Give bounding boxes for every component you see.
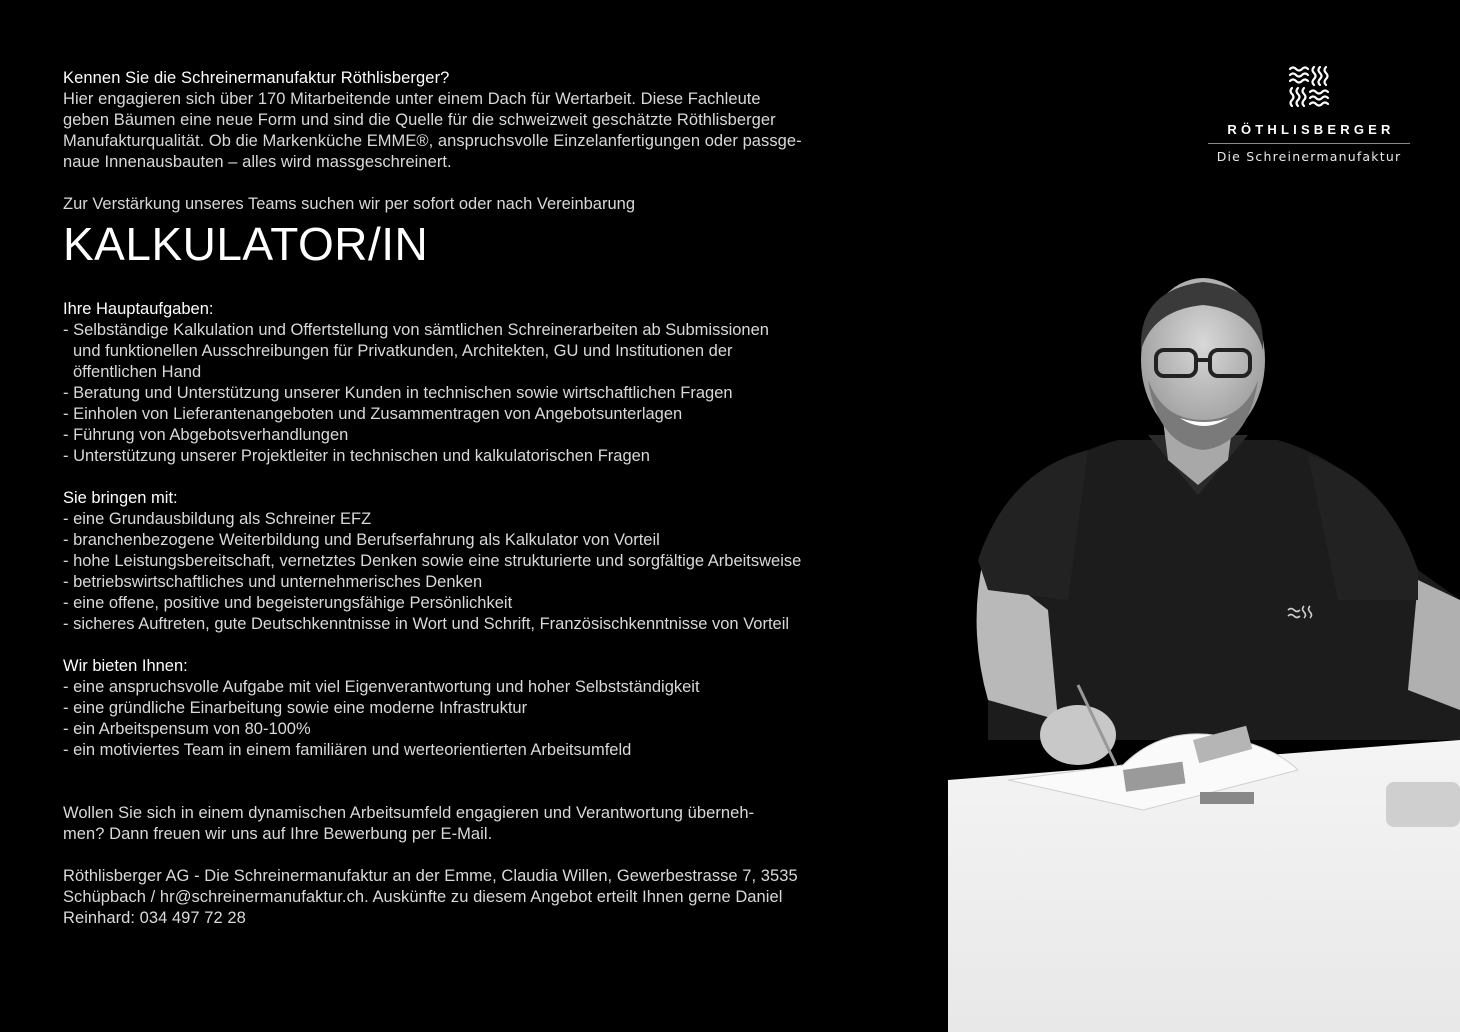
section-tasks bbox=[63, 299, 943, 467]
task-list bbox=[63, 320, 943, 467]
logo-wordmark: RÖTHLISBERGER bbox=[1227, 122, 1395, 137]
list-item: - ein motiviertes Team in einem familiären und werteorientierten Arbeitsumfeld bbox=[63, 741, 632, 759]
employee-photo bbox=[948, 270, 1460, 1032]
contact-paragraph bbox=[63, 866, 943, 929]
closing-line: men? Dann freuen wir uns auf Ihre Bewerbung per E-Mail. bbox=[63, 825, 493, 843]
section-requirements bbox=[63, 488, 943, 635]
list-item: - eine anspruchsvolle Aufgabe mit viel Eigenverantwortung und hoher Selbstständigkeit bbox=[63, 678, 700, 696]
closing-line: Wollen Sie sich in einem dynamischen Arbeitsumfeld engagieren und Verantwortung überneh- bbox=[63, 804, 755, 822]
job-ad-content bbox=[63, 68, 943, 929]
contact-line: Röthlisberger AG - Die Schreinermanufaktur an der Emme, Claudia Willen, Gewerbestrasse 7, 3535 bbox=[63, 867, 798, 885]
intro-paragraph bbox=[63, 89, 943, 173]
list-item: - Einholen von Lieferantenangeboten und Zusammentragen von Angebotsunterlagen bbox=[63, 405, 683, 423]
requirements-list bbox=[63, 509, 943, 635]
lead-text: Zur Verstärkung unseres Teams suchen wir per sofort oder nach Vereinbarung bbox=[63, 195, 636, 213]
list-item-continuation: öffentlichen Hand bbox=[73, 363, 202, 381]
list-item: - Beratung und Unterstützung unserer Kunden in technischen sowie wirtschaftlichen Fragen bbox=[63, 384, 733, 402]
intro-line: geben Bäumen eine neue Form und sind die Quelle für die schweizweit geschätzte Röthlisberger bbox=[63, 111, 776, 129]
job-title: KALKULATOR/IN bbox=[63, 218, 429, 270]
list-item: - ein Arbeitspensum von 80-100% bbox=[63, 720, 311, 738]
intro-title: Kennen Sie die Schreinermanufaktur Röthlisberger? bbox=[63, 69, 450, 87]
section-heading: Wir bieten Ihnen: bbox=[63, 657, 188, 675]
list-item: - branchenbezogene Weiterbildung und Berufserfahrung als Kalkulator von Vorteil bbox=[63, 531, 660, 549]
offer-list bbox=[63, 677, 943, 761]
logo-tagline: Die Schreinermanufaktur bbox=[1216, 149, 1402, 164]
section-offer bbox=[63, 656, 943, 761]
company-logo bbox=[1208, 64, 1410, 164]
list-item: - eine Grundausbildung als Schreiner EFZ bbox=[63, 510, 372, 528]
list-item-continuation: und funktionellen Ausschreibungen für Privatkunden, Architekten, GU und Institutionen der bbox=[73, 342, 733, 360]
wave-pattern-logo-icon bbox=[1287, 64, 1331, 108]
section-heading: Ihre Hauptaufgaben: bbox=[63, 300, 214, 318]
list-item: - Unterstützung unserer Projektleiter in technischen und kalkulatorischen Fragen bbox=[63, 447, 650, 465]
contact-line: Schüpbach / hr@schreinermanufaktur.ch. Auskünfte zu diesem Angebot erteilt Ihnen gerne Daniel bbox=[63, 888, 783, 906]
intro-line: Manufakturqualität. Ob die Markenküche EMME®, anspruchsvolle Einzelanfertigungen oder passge- bbox=[63, 132, 802, 150]
list-item: - Selbständige Kalkulation und Offertstellung von sämtlichen Schreinerarbeiten ab Submissionen bbox=[63, 321, 769, 339]
list-item: - eine gründliche Einarbeitung sowie eine moderne Infrastruktur bbox=[63, 699, 528, 717]
intro-line: naue Innenausbauten – alles wird massgeschreinert. bbox=[63, 153, 452, 171]
list-item: - betriebswirtschaftliches und unternehmerisches Denken bbox=[63, 573, 483, 591]
logo-divider bbox=[1208, 143, 1410, 144]
list-item: - eine offene, positive und begeisterungsfähige Persönlichkeit bbox=[63, 594, 513, 612]
list-item: - Führung von Abgebotsverhandlungen bbox=[63, 426, 349, 444]
section-heading: Sie bringen mit: bbox=[63, 489, 178, 507]
intro-line: Hier engagieren sich über 170 Mitarbeitende unter einem Dach für Wertarbeit. Diese Fachleute bbox=[63, 90, 761, 108]
list-item: - sicheres Auftreten, gute Deutschkenntnisse in Wort und Schrift, Französischkenntnisse von Vorteil bbox=[63, 615, 790, 633]
list-item: - hohe Leistungsbereitschaft, vernetztes Denken sowie eine strukturierte und sorgfältige Arbeitsweise bbox=[63, 552, 802, 570]
closing-paragraph bbox=[63, 803, 943, 845]
contact-line: Reinhard: 034 497 72 28 bbox=[63, 909, 246, 927]
